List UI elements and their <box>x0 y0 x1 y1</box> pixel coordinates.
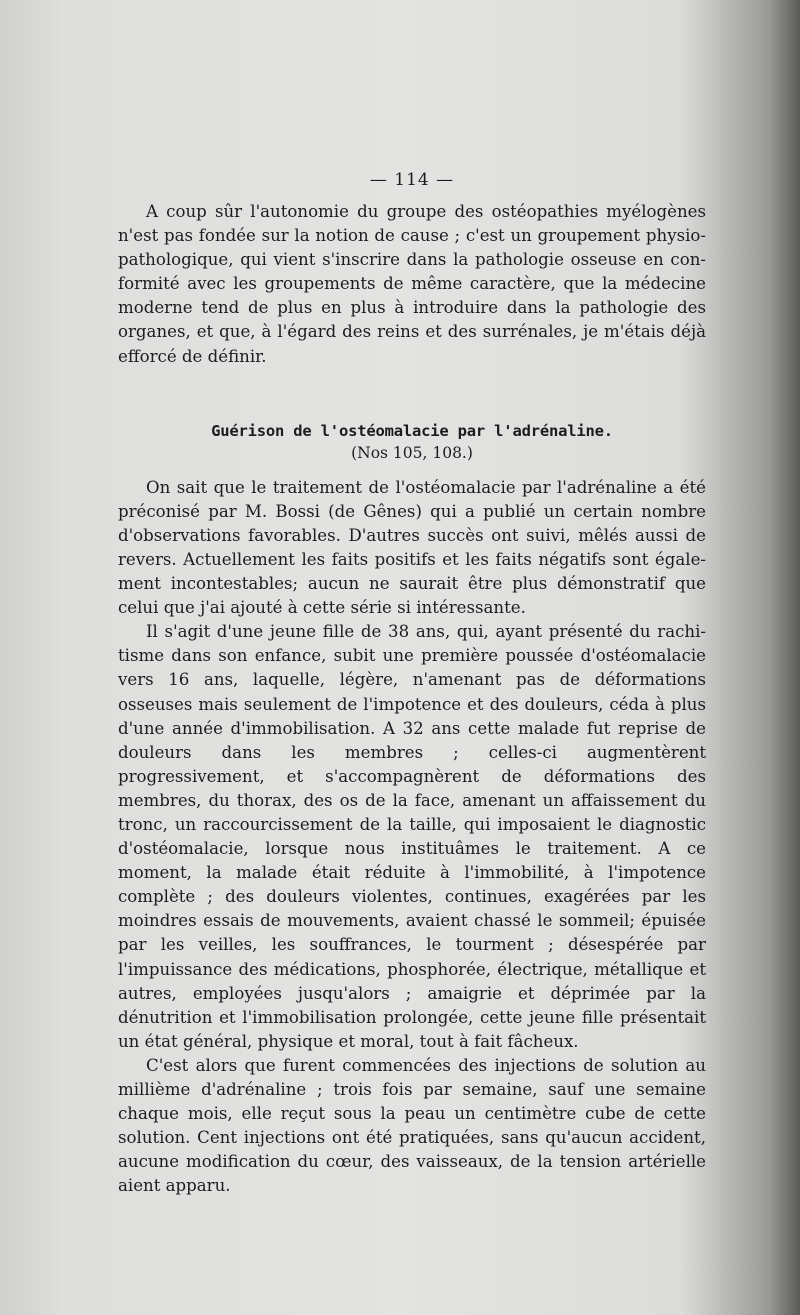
paragraph-myelogenous-osteopathies: A coup sûr l'autonomie du groupe des ostéopathies myélogènes n'est pas fondée sur la notion de cause ; c'est un groupement physiopathologique, qui vient s'inscrire dans la pathologie osseuse en conformité avec les groupements de même caractère, que la médecine moderne tend de plus en plus à introduire dans la pathologie des organes, et que, à l'égard des reins et des surrénales, je m'étais déjà efforcé de définir. <box>118 202 706 366</box>
paragraph-bossi-treatment: On sait que le traitement de l'ostéomalacie par l'adrénaline a été préconisé par M. Bossi (de Gênes) qui a publié un certain nombre d'observations favorables. D'autres succès ont suivi, mêlés aussi de revers. Actuellement les faits positifs et les faits négatifs sont également incontestables; aucun ne saurait être plus démonstratif que celui que j'ai ajouté à cette série si intéressante. <box>118 477 706 618</box>
paragraph-adrenaline-injections: C'est alors que furent commencées des injections de solution au millième d'adrénaline ; trois fois par semaine, sauf une semaine chaque mois, elle reçut sous la peau un centimètre cube de cette solution. Cent injections ont été pratiquées, sans qu'aucun accident, aucune modification du cœur, des vaisseaux, de la tension artérielle aient apparu. <box>118 1055 706 1196</box>
section-title: Guérison de l'ostéomalacie par l'adrénaline. <box>211 421 613 440</box>
paragraph-case-description: Il s'agit d'une jeune fille de 38 ans, qui, ayant présenté du rachitisme dans son enfance, subit une première poussée d'ostéomalacie vers 16 ans, laquelle, légère, n'amenant pas de déformations osseuses mais seulement de l'impotence et des douleurs, céda à plus d'une année d'immobilisation. A 32 ans cette malade fut reprise de douleurs dans les membres ; celles-ci augmentèrent progressivement, et s'accompagnèrent de déformations des membres, du thorax, des os de la face, amenant un affaissement du tronc, un raccourcissement de la taille, qui imposaient le diagnostic d'ostéomalacie, lorsque nous instituâmes le traitement. A ce moment, la malade était réduite à l'immobilité, à l'impotence complète ; des douleurs violentes, continues, exagérées par les moindres essais de mouvements, avaient chassé le sommeil; épuisée par les veilles, les souffrances, le tourment ; désespérée par l'impuissance des médications, phosphorée, électrique, métallique et autres, employées jusqu'alors ; amaigrie et déprimée par la dénutrition et l'immobilisation prolongée, cette jeune fille présentait un état général, physique et moral, tout à fait fâcheux. <box>118 622 706 1051</box>
page-number: — 114 — <box>369 170 455 190</box>
book-page <box>118 170 706 1198</box>
section-references: (Nos 105, 108.) <box>351 443 473 462</box>
